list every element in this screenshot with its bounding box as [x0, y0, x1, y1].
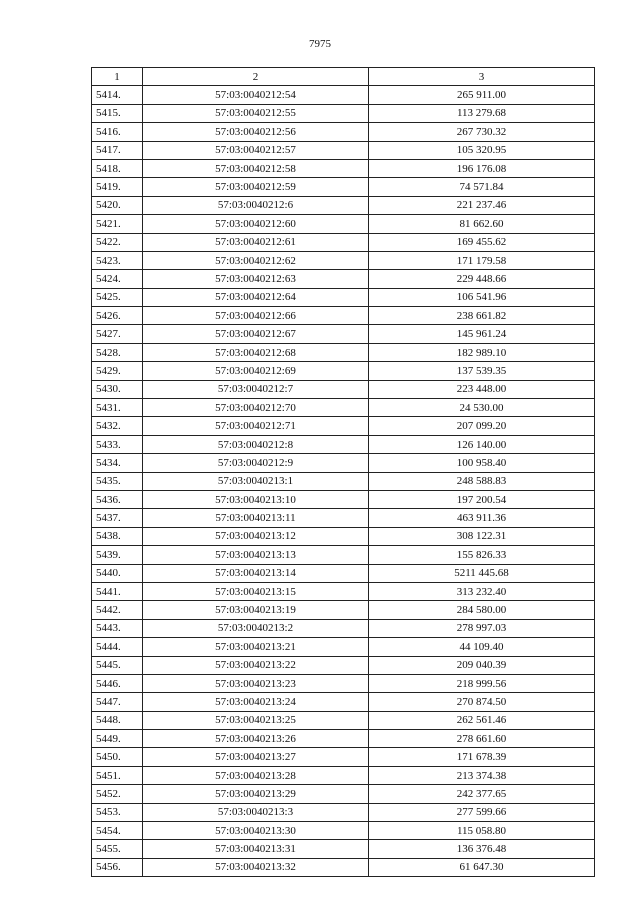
row-number-cell: 5444.	[92, 638, 143, 656]
row-number-cell: 5421.	[92, 215, 143, 233]
row-number-cell: 5437.	[92, 509, 143, 527]
row-number-cell: 5425.	[92, 288, 143, 306]
value-cell: 171 179.58	[369, 251, 595, 269]
page-number: 7975	[309, 38, 331, 50]
cadastral-number-cell: 57:03:0040213:15	[143, 582, 369, 600]
table-row	[92, 86, 595, 104]
table-row	[92, 803, 595, 821]
row-number-cell: 5424.	[92, 270, 143, 288]
value-cell: 106 541.96	[369, 288, 595, 306]
table-row	[92, 730, 595, 748]
row-number-cell: 5434.	[92, 454, 143, 472]
value-cell: 155 826.33	[369, 546, 595, 564]
row-number-cell: 5428.	[92, 343, 143, 361]
cadastral-number-cell: 57:03:0040212:66	[143, 307, 369, 325]
row-number-cell: 5438.	[92, 527, 143, 545]
value-cell: 197 200.54	[369, 490, 595, 508]
value-cell: 218 999.56	[369, 674, 595, 692]
row-number-cell: 5436.	[92, 490, 143, 508]
table-row	[92, 785, 595, 803]
value-cell: 137 539.35	[369, 362, 595, 380]
value-cell: 145 961.24	[369, 325, 595, 343]
cadastral-number-cell: 57:03:0040213:28	[143, 766, 369, 784]
cadastral-number-cell: 57:03:0040213:19	[143, 601, 369, 619]
value-cell: 284 580.00	[369, 601, 595, 619]
value-cell: 278 661.60	[369, 730, 595, 748]
table-row	[92, 619, 595, 637]
row-number-cell: 5414.	[92, 86, 143, 104]
value-cell: 262 561.46	[369, 711, 595, 729]
row-number-cell: 5418.	[92, 159, 143, 177]
row-number-cell: 5449.	[92, 730, 143, 748]
value-cell: 105 320.95	[369, 141, 595, 159]
row-number-cell: 5441.	[92, 582, 143, 600]
value-cell: 182 989.10	[369, 343, 595, 361]
row-number-cell: 5445.	[92, 656, 143, 674]
cadastral-number-cell: 57:03:0040213:21	[143, 638, 369, 656]
cadastral-number-cell: 57:03:0040212:55	[143, 104, 369, 122]
value-cell: 61 647.30	[369, 858, 595, 876]
row-number-cell: 5439.	[92, 546, 143, 564]
table-row	[92, 159, 595, 177]
value-cell: 209 040.39	[369, 656, 595, 674]
value-cell: 171 678.39	[369, 748, 595, 766]
cadastral-number-cell: 57:03:0040213:3	[143, 803, 369, 821]
cadastral-number-cell: 57:03:0040213:2	[143, 619, 369, 637]
cadastral-number-cell: 57:03:0040212:7	[143, 380, 369, 398]
table-row	[92, 270, 595, 288]
cadastral-number-cell: 57:03:0040212:58	[143, 159, 369, 177]
cadastral-number-cell: 57:03:0040213:12	[143, 527, 369, 545]
row-number-cell: 5431.	[92, 399, 143, 417]
row-number-cell: 5419.	[92, 178, 143, 196]
value-cell: 221 237.46	[369, 196, 595, 214]
row-number-cell: 5440.	[92, 564, 143, 582]
table-row	[92, 196, 595, 214]
value-cell: 5211 445.68	[369, 564, 595, 582]
table-row	[92, 325, 595, 343]
table-row	[92, 840, 595, 858]
value-cell: 463 911.36	[369, 509, 595, 527]
cadastral-number-cell: 57:03:0040213:1	[143, 472, 369, 490]
cadastral-number-cell: 57:03:0040212:56	[143, 123, 369, 141]
table-body	[92, 86, 595, 877]
row-number-cell: 5456.	[92, 858, 143, 876]
column-header-value: 3	[369, 68, 595, 86]
cadastral-number-cell: 57:03:0040213:27	[143, 748, 369, 766]
value-cell: 270 874.50	[369, 693, 595, 711]
cadastral-number-cell: 57:03:0040213:11	[143, 509, 369, 527]
value-cell: 74 571.84	[369, 178, 595, 196]
row-number-cell: 5433.	[92, 435, 143, 453]
column-header-number: 1	[92, 68, 143, 86]
table-row	[92, 582, 595, 600]
cadastral-number-cell: 57:03:0040212:62	[143, 251, 369, 269]
row-number-cell: 5442.	[92, 601, 143, 619]
table-row	[92, 435, 595, 453]
table-row	[92, 601, 595, 619]
table-row	[92, 123, 595, 141]
value-cell: 100 958.40	[369, 454, 595, 472]
table-row	[92, 858, 595, 876]
cadastral-number-cell: 57:03:0040212:57	[143, 141, 369, 159]
cadastral-number-cell: 57:03:0040213:25	[143, 711, 369, 729]
cadastral-number-cell: 57:03:0040212:61	[143, 233, 369, 251]
row-number-cell: 5452.	[92, 785, 143, 803]
table-row	[92, 766, 595, 784]
cadastral-value-table	[91, 67, 595, 877]
cadastral-number-cell: 57:03:0040213:29	[143, 785, 369, 803]
table-row	[92, 638, 595, 656]
cadastral-number-cell: 57:03:0040213:24	[143, 693, 369, 711]
table-row	[92, 454, 595, 472]
table-row	[92, 527, 595, 545]
table-row	[92, 141, 595, 159]
row-number-cell: 5447.	[92, 693, 143, 711]
table-header-row	[92, 68, 595, 86]
cadastral-number-cell: 57:03:0040213:13	[143, 546, 369, 564]
row-number-cell: 5422.	[92, 233, 143, 251]
table-row	[92, 822, 595, 840]
row-number-cell: 5446.	[92, 674, 143, 692]
row-number-cell: 5455.	[92, 840, 143, 858]
row-number-cell: 5429.	[92, 362, 143, 380]
value-cell: 213 374.38	[369, 766, 595, 784]
value-cell: 248 588.83	[369, 472, 595, 490]
table-row	[92, 215, 595, 233]
table-row	[92, 509, 595, 527]
table-row	[92, 233, 595, 251]
table-row	[92, 674, 595, 692]
table-row	[92, 748, 595, 766]
table-row	[92, 711, 595, 729]
row-number-cell: 5453.	[92, 803, 143, 821]
row-number-cell: 5448.	[92, 711, 143, 729]
cadastral-number-cell: 57:03:0040212:71	[143, 417, 369, 435]
row-number-cell: 5423.	[92, 251, 143, 269]
cadastral-number-cell: 57:03:0040212:63	[143, 270, 369, 288]
table-row	[92, 546, 595, 564]
value-cell: 113 279.68	[369, 104, 595, 122]
table-row	[92, 656, 595, 674]
table-row	[92, 380, 595, 398]
value-cell: 278 997.03	[369, 619, 595, 637]
cadastral-number-cell: 57:03:0040213:10	[143, 490, 369, 508]
cadastral-number-cell: 57:03:0040212:6	[143, 196, 369, 214]
cadastral-number-cell: 57:03:0040212:54	[143, 86, 369, 104]
value-cell: 196 176.08	[369, 159, 595, 177]
value-cell: 169 455.62	[369, 233, 595, 251]
cadastral-number-cell: 57:03:0040212:67	[143, 325, 369, 343]
cadastral-number-cell: 57:03:0040212:70	[143, 399, 369, 417]
cadastral-number-cell: 57:03:0040212:59	[143, 178, 369, 196]
cadastral-number-cell: 57:03:0040212:8	[143, 435, 369, 453]
row-number-cell: 5454.	[92, 822, 143, 840]
table-row	[92, 417, 595, 435]
value-cell: 313 232.40	[369, 582, 595, 600]
table-row	[92, 693, 595, 711]
cadastral-number-cell: 57:03:0040212:9	[143, 454, 369, 472]
table-row	[92, 564, 595, 582]
table-row	[92, 472, 595, 490]
value-cell: 223 448.00	[369, 380, 595, 398]
row-number-cell: 5430.	[92, 380, 143, 398]
value-cell: 277 599.66	[369, 803, 595, 821]
cadastral-number-cell: 57:03:0040212:64	[143, 288, 369, 306]
table-row	[92, 104, 595, 122]
cadastral-number-cell: 57:03:0040213:32	[143, 858, 369, 876]
value-cell: 238 661.82	[369, 307, 595, 325]
row-number-cell: 5435.	[92, 472, 143, 490]
row-number-cell: 5426.	[92, 307, 143, 325]
row-number-cell: 5427.	[92, 325, 143, 343]
row-number-cell: 5450.	[92, 748, 143, 766]
cadastral-number-cell: 57:03:0040213:30	[143, 822, 369, 840]
row-number-cell: 5415.	[92, 104, 143, 122]
value-cell: 44 109.40	[369, 638, 595, 656]
value-cell: 207 099.20	[369, 417, 595, 435]
table-row	[92, 251, 595, 269]
row-number-cell: 5451.	[92, 766, 143, 784]
value-cell: 126 140.00	[369, 435, 595, 453]
table-row	[92, 307, 595, 325]
table-row	[92, 343, 595, 361]
cadastral-number-cell: 57:03:0040213:26	[143, 730, 369, 748]
value-cell: 308 122.31	[369, 527, 595, 545]
cadastral-number-cell: 57:03:0040212:69	[143, 362, 369, 380]
value-cell: 242 377.65	[369, 785, 595, 803]
table-row	[92, 362, 595, 380]
row-number-cell: 5432.	[92, 417, 143, 435]
table-row	[92, 288, 595, 306]
cadastral-number-cell: 57:03:0040212:68	[143, 343, 369, 361]
value-cell: 265 911.00	[369, 86, 595, 104]
value-cell: 81 662.60	[369, 215, 595, 233]
table-row	[92, 490, 595, 508]
value-cell: 136 376.48	[369, 840, 595, 858]
cadastral-number-cell: 57:03:0040213:14	[143, 564, 369, 582]
cadastral-number-cell: 57:03:0040213:31	[143, 840, 369, 858]
row-number-cell: 5443.	[92, 619, 143, 637]
value-cell: 229 448.66	[369, 270, 595, 288]
value-cell: 115 058.80	[369, 822, 595, 840]
column-header-cadastral-number: 2	[143, 68, 369, 86]
row-number-cell: 5420.	[92, 196, 143, 214]
table-row	[92, 178, 595, 196]
cadastral-number-cell: 57:03:0040213:23	[143, 674, 369, 692]
value-cell: 267 730.32	[369, 123, 595, 141]
row-number-cell: 5417.	[92, 141, 143, 159]
value-cell: 24 530.00	[369, 399, 595, 417]
row-number-cell: 5416.	[92, 123, 143, 141]
cadastral-number-cell: 57:03:0040213:22	[143, 656, 369, 674]
table-row	[92, 399, 595, 417]
cadastral-number-cell: 57:03:0040212:60	[143, 215, 369, 233]
